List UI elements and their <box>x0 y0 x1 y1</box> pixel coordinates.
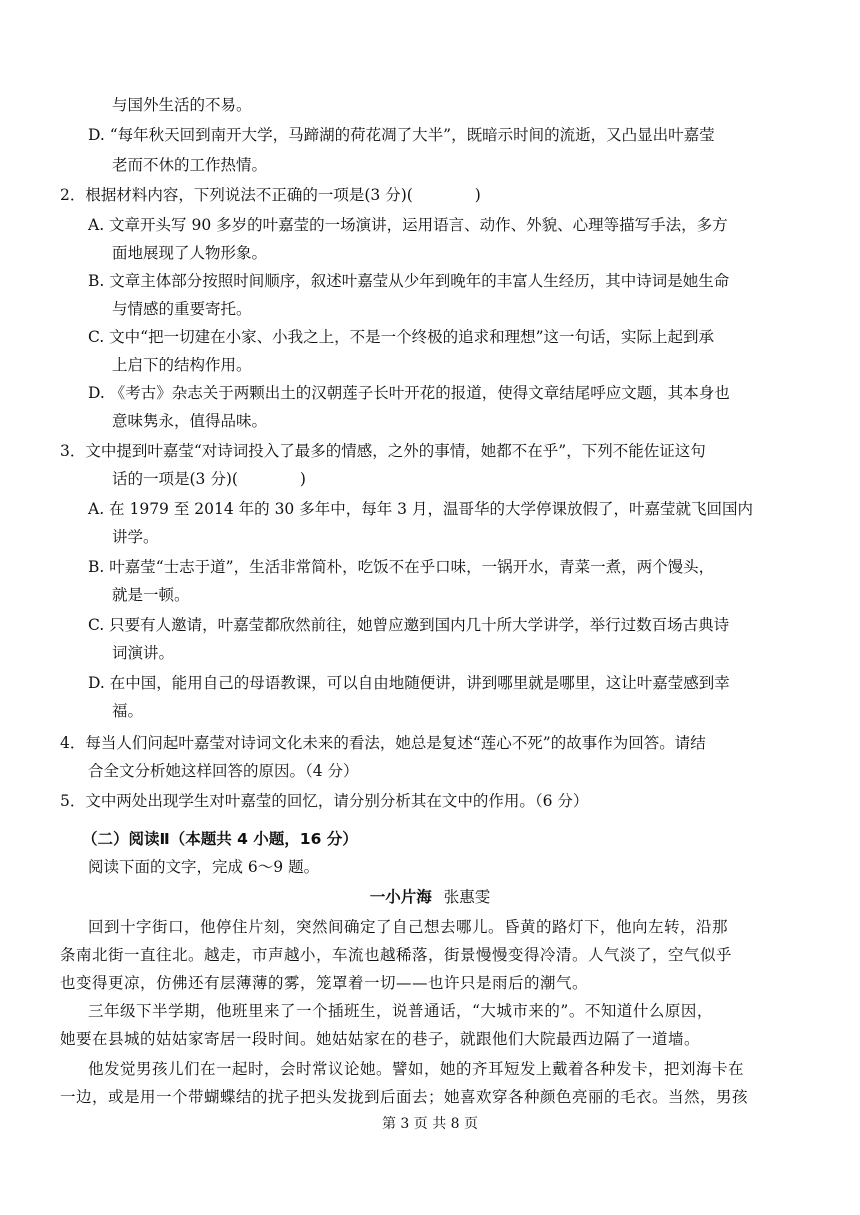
q5-line1: 5．文中两处出现学生对叶嘉莹的回忆，请分别分析其在文中的作用。（6 分） <box>60 792 589 810</box>
q3-stem-line1: 3．文中提到叶嘉莹“对诗词投入了最多的情感，之外的事情，她都不在乎”，下列不能佐证这句 <box>60 442 706 460</box>
q1-option-d-line1: D. “每年秋天回到南开大学，马蹄湖的荷花凋了大半”，既暗示时间的流逝，又凸显出叶嘉莹 <box>88 126 715 144</box>
passage-p1-line2: 条南北街一直往北。越走，市声越小，车流也越稀落，街景慢慢变得冷清。人气淡了，空气似乎 <box>60 946 733 964</box>
q3-option-b-line2: 就是一顿。 <box>112 586 190 604</box>
passage-title: 一小片海 <box>369 888 432 906</box>
q2-option-a-line1: A. 文章开头写 90 多岁的叶嘉莹的一场演讲，运用语言、动作、外貌、心理等描写手法，多方 <box>88 216 728 234</box>
q2-option-b-line1: B. 文章主体部分按照时间顺序，叙述叶嘉莹从少年到晚年的丰富人生经历，其中诗词是她生命 <box>88 272 730 290</box>
passage-p3-line2: 一边，或是用一个带蝴蝶结的扰子把头发拢到后面去；她喜欢穿各种颜色亮丽的毛衣。当然，男孩 <box>60 1088 749 1106</box>
passage-p3-line1: 他发觉男孩儿们在一起时，会时常议论她。譬如，她的齐耳短发上戴着各种发卡，把刘海卡在 <box>88 1060 745 1078</box>
q2-option-d-line2: 意味隽永，值得品味。 <box>112 412 268 430</box>
q2-option-d-line1: D. 《考古》杂志关于两颗出土的汉朝莲子长叶开花的报道，使得文章结尾呼应文题，其本身也 <box>88 384 730 402</box>
q3-option-a-line1: A. 在 1979 至 2014 年的 30 多年中，每年 3 月，温哥华的大学停课放假了，叶嘉莹就飞回国内 <box>88 500 753 518</box>
passage-title-row <box>0 886 860 908</box>
q2-stem: 2．根据材料内容，下列说法不正确的一项是(3 分)( ) <box>60 186 481 204</box>
section-instruction: 阅读下面的文字，完成 6～9 题。 <box>88 858 320 876</box>
passage-p2-line1: 三年级下半学期，他班里来了一个插班生，说普通话，“大城市来的”。不知道什么原因， <box>88 1002 713 1020</box>
passage-p1-line3: 也变得更凉，仿佛还有层薄薄的雾，笼罩着一切——也许只是雨后的潮气。 <box>60 974 589 992</box>
q3-option-d-line2: 福。 <box>112 702 144 720</box>
q1-option-c-continuation: 与国外生活的不易。 <box>112 96 252 114</box>
page-footer: 第 3 页 共 8 页 <box>381 1116 479 1132</box>
q2-option-a-line2: 面地展现了人物形象。 <box>112 244 268 262</box>
passage-p1-line1: 回到十字街口，他停住片刻，突然间确定了自己想去哪儿。昏黄的路灯下，他向左转，沿那 <box>88 918 729 936</box>
q3-option-c-line1: C. 只要有人邀请，叶嘉莹都欣然前往，她曾应邀到国内几十所大学讲学，举行过数百场古典诗 <box>88 616 730 634</box>
q3-option-d-line1: D. 在中国，能用自己的母语教课，可以自由地随便讲，讲到哪里就是哪里，这让叶嘉莹感到幸 <box>88 674 730 692</box>
q4-line1: 4．每当人们问起叶嘉莹对诗词文化未来的看法，她总是复述“莲心不死”的故事作为回答。请结 <box>60 734 706 752</box>
q2-option-b-line2: 与情感的重要寄托。 <box>112 300 252 318</box>
q3-stem-line2: 话的一项是(3 分)( ) <box>112 470 306 488</box>
q1-option-d-line2: 老而不休的工作热情。 <box>112 156 268 174</box>
passage-p2-line2: 她要在县城的姑姑家寄居一段时间。她姑姑家在的巷子，就跟他们大院最西边隔了一道墙。 <box>60 1030 701 1048</box>
section-heading: （二）阅读Ⅱ（本题共 4 小题，16 分） <box>82 830 358 848</box>
q2-option-c-line2: 上启下的结构作用。 <box>112 356 252 374</box>
q4-line2: 合全文分析她这样回答的原因。（4 分） <box>88 762 359 780</box>
q2-option-c-line1: C. 文中“把一切建在小家、小我之上，不是一个终极的追求和理想”这一句话，实际上起到承 <box>88 328 715 346</box>
q3-option-b-line1: B. 叶嘉莹“士志于道”，生活非常简朴，吃饭不在乎口味，一锅开水，青菜一煮，两个馒头， <box>88 558 715 576</box>
q3-option-c-line2: 词演讲。 <box>112 644 175 662</box>
q3-option-a-line2: 讲学。 <box>112 528 159 546</box>
passage-author: 张惠雯 <box>443 888 491 906</box>
